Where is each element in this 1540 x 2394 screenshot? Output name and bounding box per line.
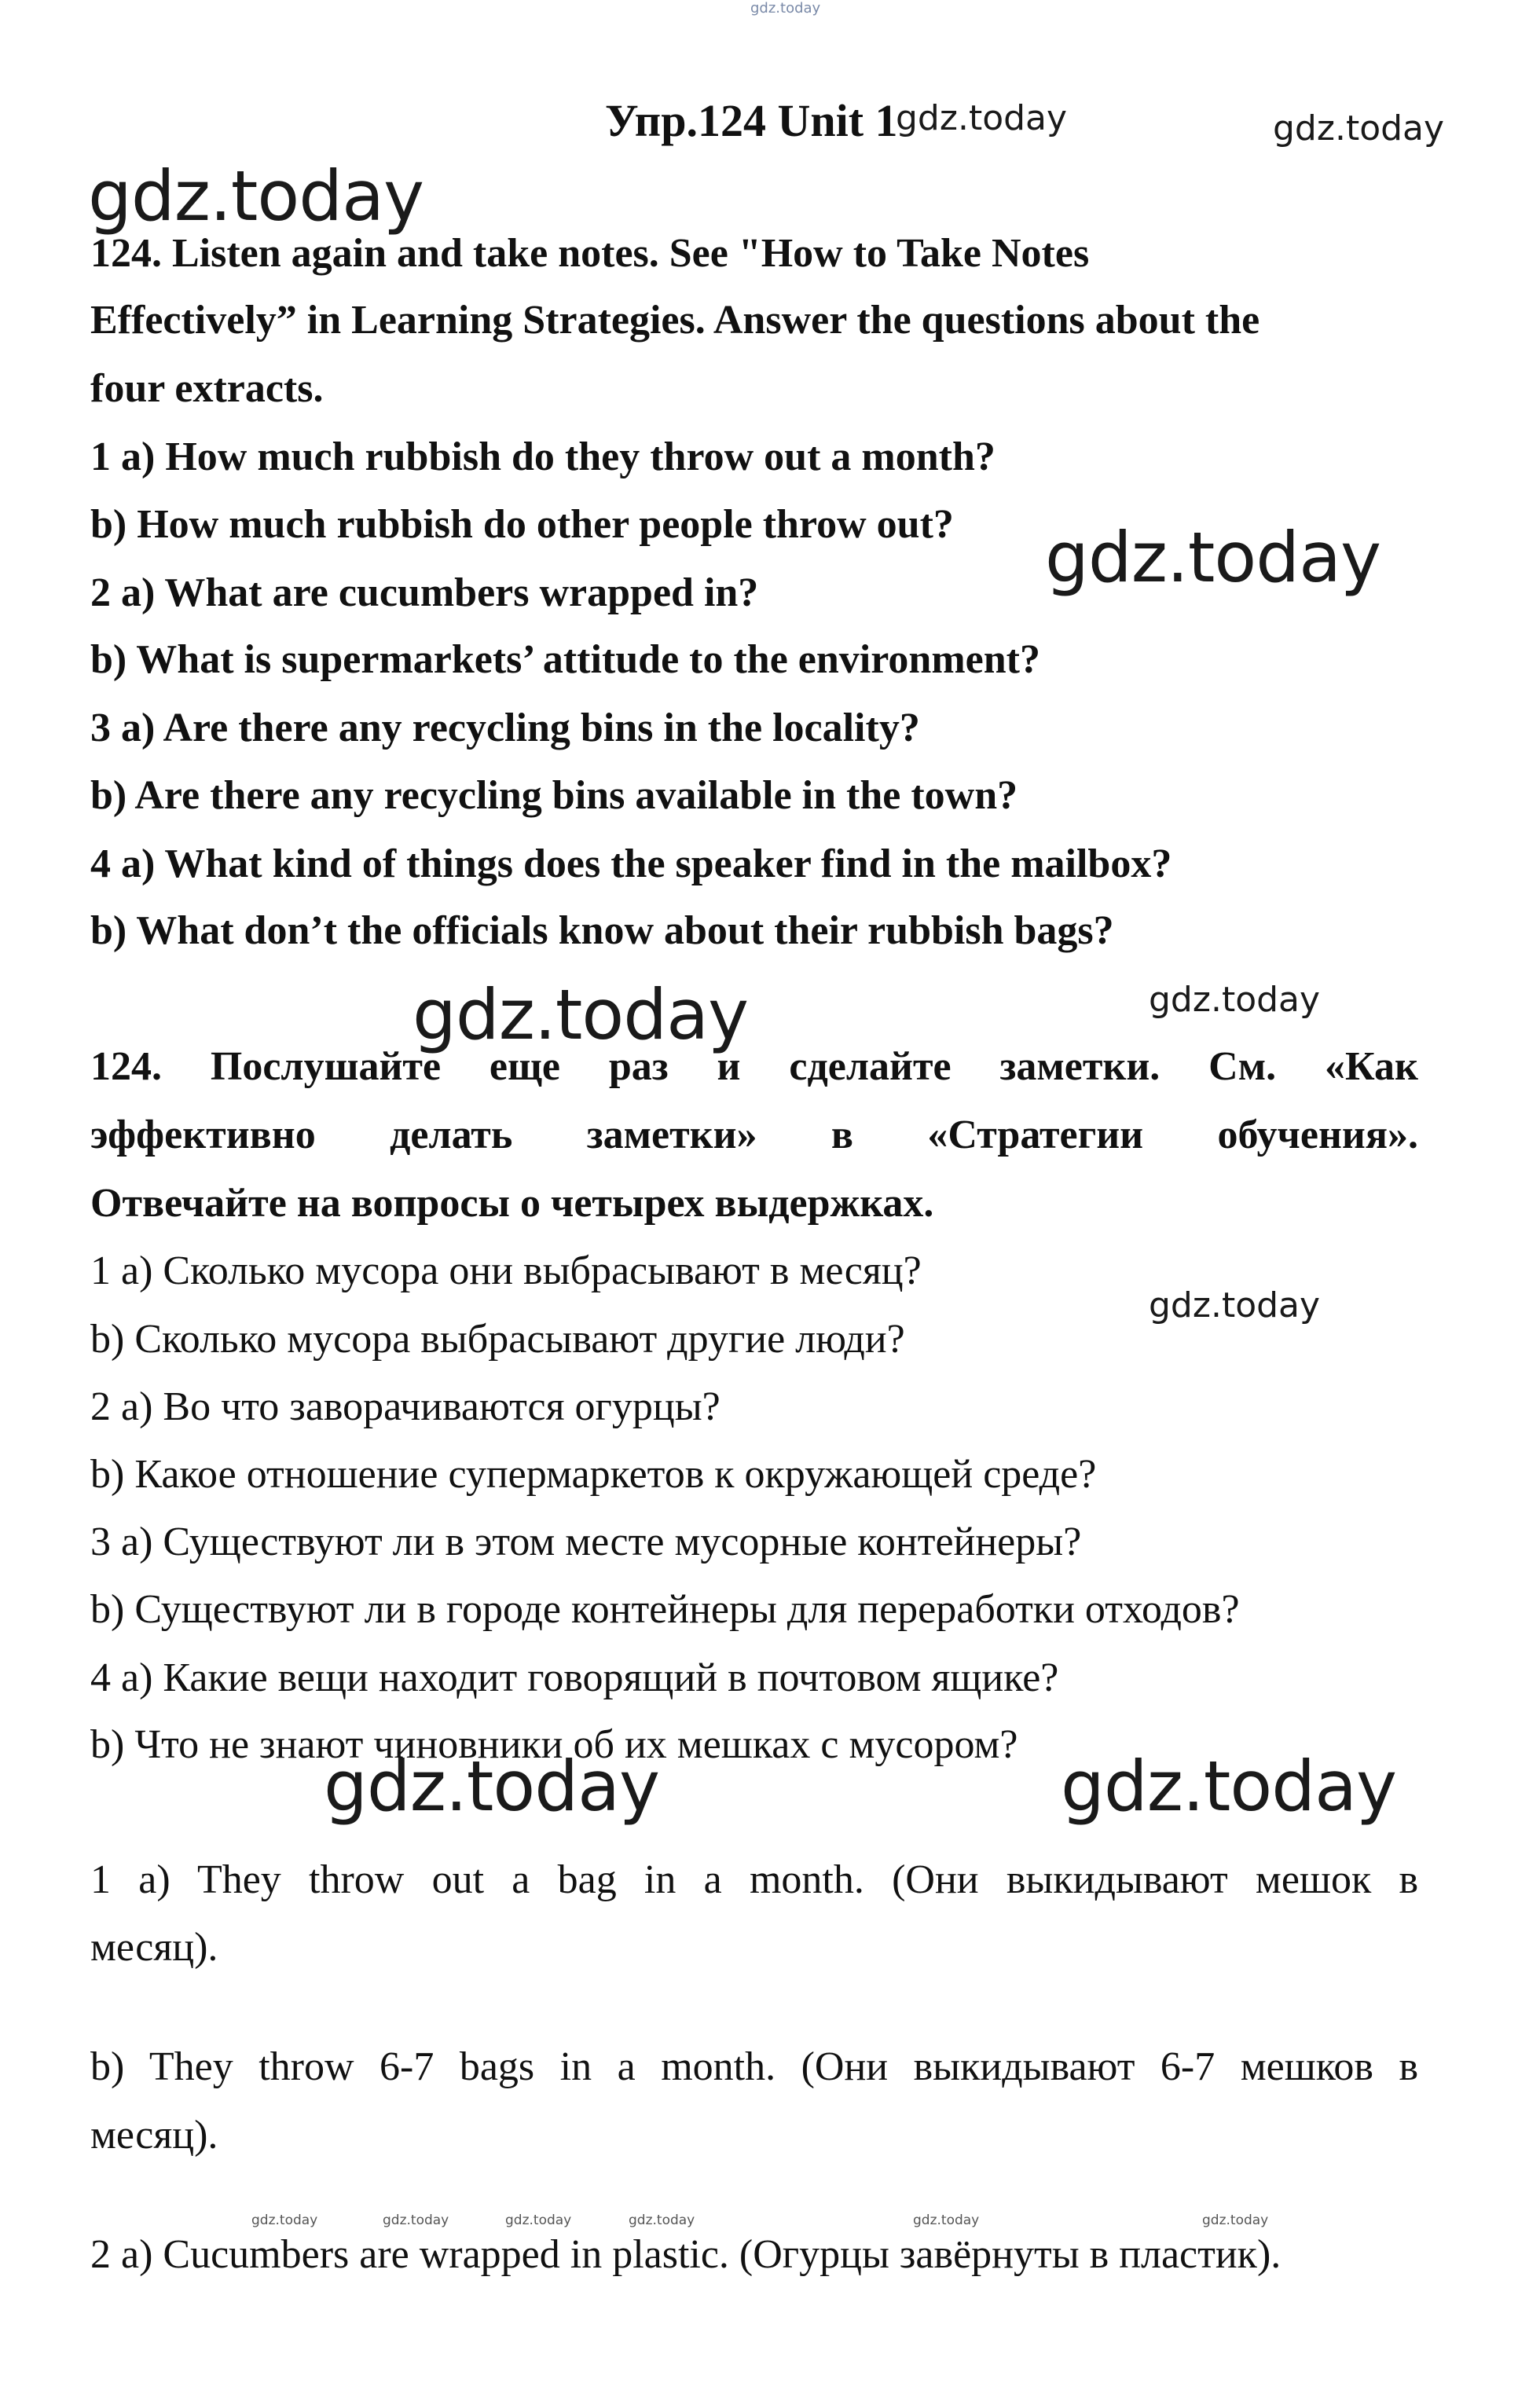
question-ru-1a: 1 а) Сколько мусора они выбрасывают в месяц? — [90, 1248, 922, 1293]
task-en-line-1: 124. Listen again and take notes. See "How to Take Notes — [90, 231, 1090, 276]
question-en-2a: 2 a) What are cucumbers wrapped in? — [90, 570, 759, 615]
question-en-1b: b) How much rubbish do other people throw out? — [90, 502, 954, 547]
answer-1b-line-2: месяц). — [90, 2113, 218, 2158]
task-ru-line-2: эффективно делать заметки» в «Стратегии обучения». — [90, 1113, 1418, 1157]
watermark-header-2: gdz.today — [1273, 108, 1445, 148]
question-ru-4b: b) Что не знают чиновники об их мешках с мусором? — [90, 1722, 1018, 1767]
watermark-header-1: gdz.today — [896, 98, 1068, 138]
question-ru-3a: 3 а) Существуют ли в этом месте мусорные контейнеры? — [90, 1520, 1082, 1564]
watermark-small-4: gdz.today — [629, 2213, 695, 2228]
answer-2a-line-1: 2 a) Cucumbers are wrapped in plastic. (Огурцы завёрнуты в пластик). — [90, 2232, 1282, 2277]
page-title: Упр.124 Unit 1 — [605, 95, 898, 146]
answer-1a-line-2: месяц). — [90, 1925, 218, 1970]
question-en-4a: 4 a) What kind of things does the speaker find in the mailbox? — [90, 841, 1172, 886]
watermark-small-1: gdz.today — [251, 2213, 318, 2228]
task-ru-line-1: 124. Послушайте еще раз и сделайте заметки. См. «Как — [90, 1044, 1418, 1089]
watermark-large-5: gdz.today — [1061, 1746, 1397, 1827]
question-en-3b: b) Are there any recycling bins available in the town? — [90, 773, 1018, 818]
task-en-line-2: Effectively” in Learning Strategies. Answer the questions about the — [90, 298, 1260, 343]
watermark-large-1: gdz.today — [88, 156, 424, 236]
answer-1b-line-1: b) They throw 6-7 bags in a month. (Они выкидывают 6-7 мешков в — [90, 2044, 1418, 2089]
question-ru-4a: 4 а) Какие вещи находит говорящий в почтовом ящике? — [90, 1655, 1059, 1700]
question-en-2b: b) What is supermarkets’ attitude to the environment? — [90, 637, 1040, 682]
question-en-1a: 1 a) How much rubbish do they throw out a month? — [90, 434, 996, 479]
task-ru-line-3: Отвечайте на вопросы о четырех выдержках. — [90, 1181, 934, 1226]
question-ru-2b: b) Какое отношение супермаркетов к окружающей среде? — [90, 1452, 1097, 1497]
watermark-small-6: gdz.today — [1202, 2213, 1269, 2228]
watermark-small-2: gdz.today — [383, 2213, 449, 2228]
question-ru-3b: b) Существуют ли в городе контейнеры для переработки отходов? — [90, 1587, 1240, 1632]
watermark-small-5: gdz.today — [913, 2213, 980, 2228]
watermark-small-3: gdz.today — [505, 2213, 572, 2228]
watermark-medium-2: gdz.today — [1149, 1285, 1321, 1325]
watermark-top: gdz.today — [750, 0, 821, 16]
question-ru-1b: b) Сколько мусора выбрасывают другие люди? — [90, 1317, 905, 1362]
answer-1a-line-1: 1 a) They throw out a bag in a month. (Они выкидывают мешок в — [90, 1857, 1418, 1902]
question-en-4b: b) What don’t the officials know about their rubbish bags? — [90, 908, 1114, 953]
question-en-3a: 3 a) Are there any recycling bins in the locality? — [90, 706, 920, 750]
task-en-line-3: four extracts. — [90, 366, 324, 411]
watermark-large-2: gdz.today — [1045, 517, 1381, 598]
question-ru-2a: 2 а) Во что заворачиваются огурцы? — [90, 1384, 720, 1429]
watermark-medium-1: gdz.today — [1149, 980, 1321, 1020]
watermark-large-3: gdz.today — [412, 974, 749, 1055]
watermark-large-4: gdz.today — [324, 1746, 660, 1827]
